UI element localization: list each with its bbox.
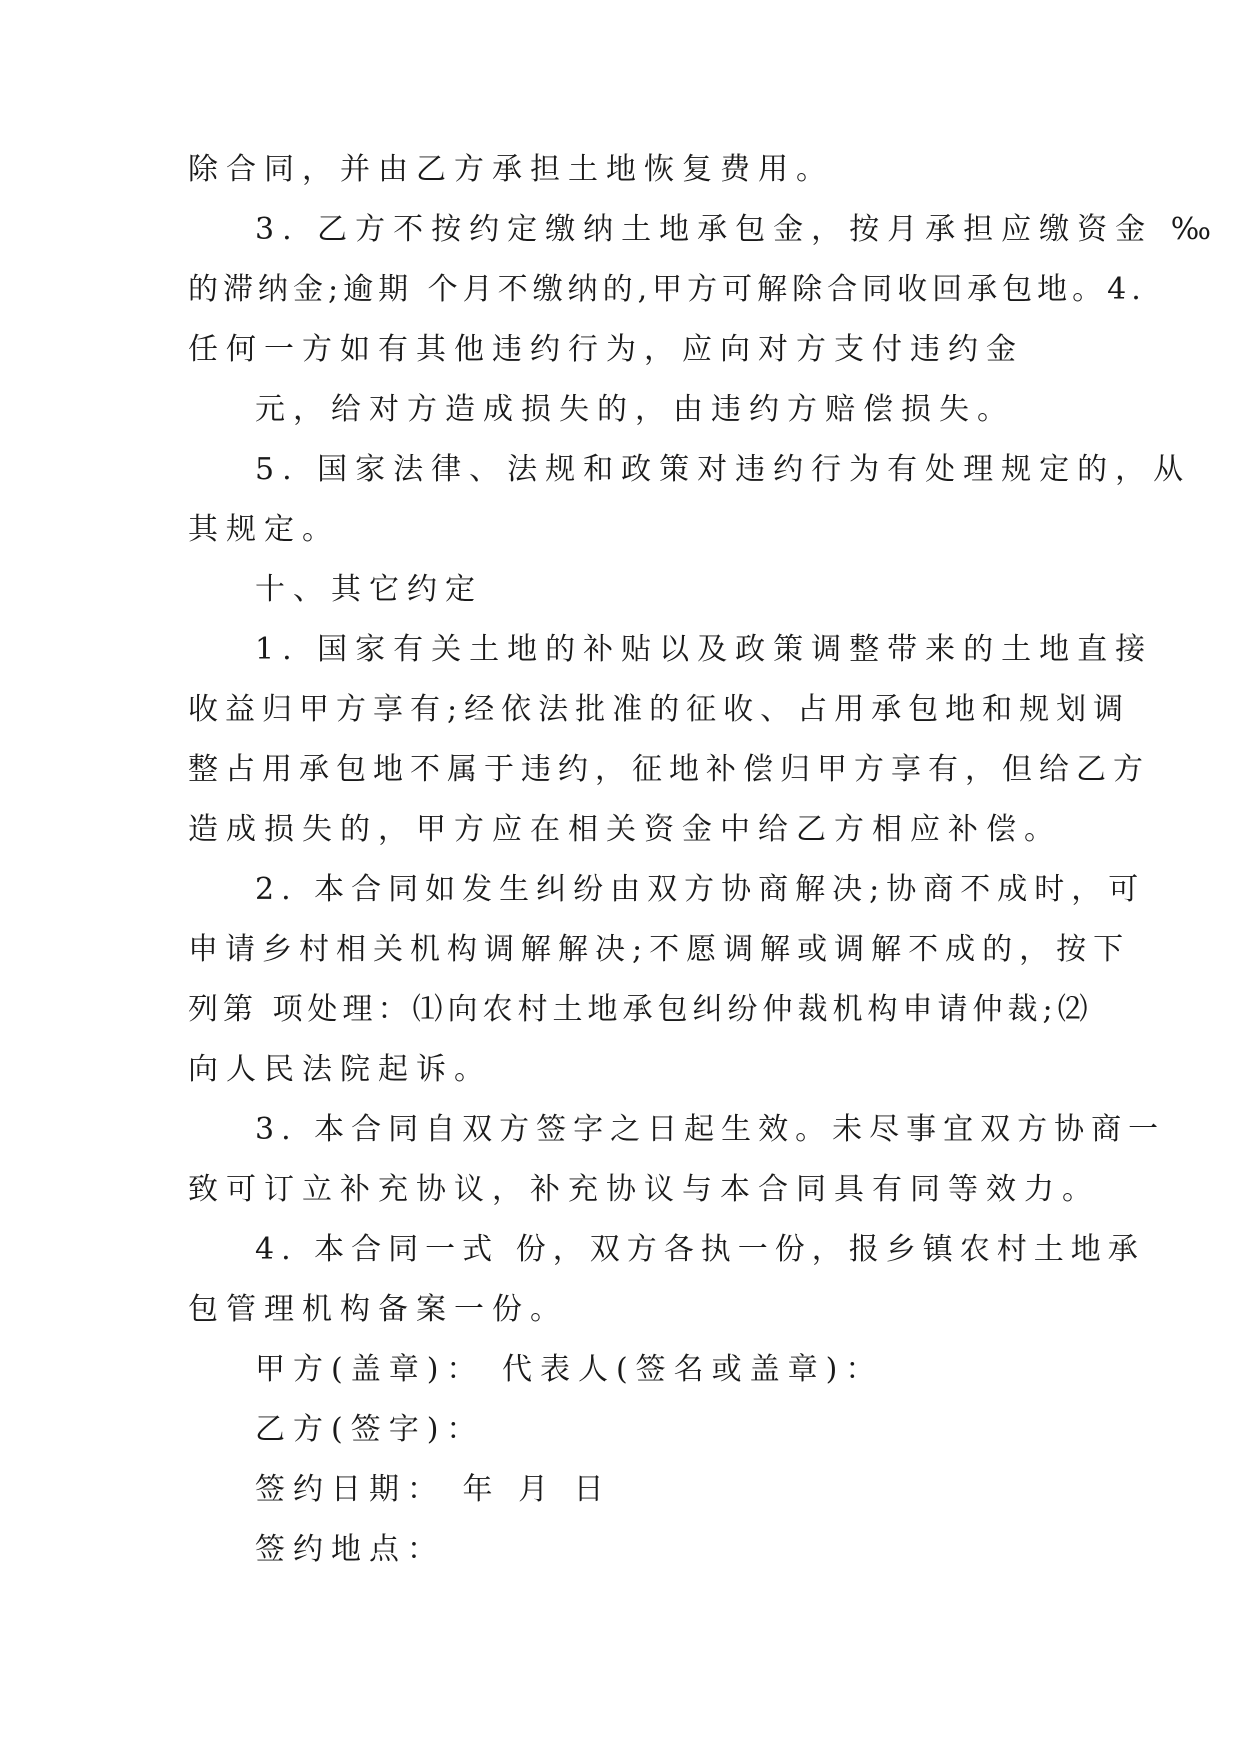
text-line: 1. 国家有关土地的补贴以及政策调整带来的土地直接 xyxy=(255,632,1154,667)
text-line: 申请乡村相关机构调解解决;不愿调解或调解不成的，按下 xyxy=(188,932,1131,967)
text-line: 整占用承包地不属于违约，征地补偿归甲方享有，但给乙方 xyxy=(188,752,1150,787)
text-line: 其规定。 xyxy=(188,512,340,547)
text-line: 5. 国家法律、法规和政策对违约行为有处理规定的，从 xyxy=(255,452,1192,487)
text-line: 除合同，并由乙方承担土地恢复费用。 xyxy=(188,152,834,187)
text-line: 2. 本合同如发生纠纷由双方协商解决;协商不成时，可 xyxy=(255,872,1146,907)
text-line: 收益归甲方享有;经依法批准的征收、占用承包地和规划调 xyxy=(188,692,1131,727)
text-line: 3. 本合同自双方签字之日起生效。未尽事宜双方协商一 xyxy=(255,1112,1166,1147)
text-line: 任何一方如有其他违约行为，应向对方支付违约金 xyxy=(188,332,1024,367)
text-line: 致可订立补充协议，补充协议与本合同具有同等效力。 xyxy=(188,1172,1100,1207)
text-line: 的滞纳金;逾期 个月不缴纳的,甲方可解除合同收回承包地。4. xyxy=(188,272,1146,307)
text-line: 元，给对方造成损失的，由违约方赔偿损失。 xyxy=(255,392,1015,427)
signing-date-line: 签约日期： 年 月 日 xyxy=(255,1472,612,1507)
signing-place-line: 签约地点： xyxy=(255,1532,445,1567)
section-heading: 十、其它约定 xyxy=(255,572,483,607)
text-line: 3. 乙方不按约定缴纳土地承包金，按月承担应缴资金 ‰ xyxy=(255,212,1219,247)
signature-line-party-a: 甲方(盖章)： 代表人(签名或盖章)： xyxy=(255,1352,884,1387)
signature-line-party-b: 乙方(签字)： xyxy=(255,1412,485,1447)
text-line: 列第 项处理：⑴向农村土地承包纠纷仲裁机构申请仲裁;⑵ xyxy=(188,992,1093,1027)
text-line: 向人民法院起诉。 xyxy=(188,1052,492,1087)
text-line: 造成损失的，甲方应在相关资金中给乙方相应补偿。 xyxy=(188,812,1062,847)
text-line: 4. 本合同一式 份，双方各执一份，报乡镇农村土地承 xyxy=(255,1232,1145,1267)
text-line: 包管理机构备案一份。 xyxy=(188,1292,568,1327)
